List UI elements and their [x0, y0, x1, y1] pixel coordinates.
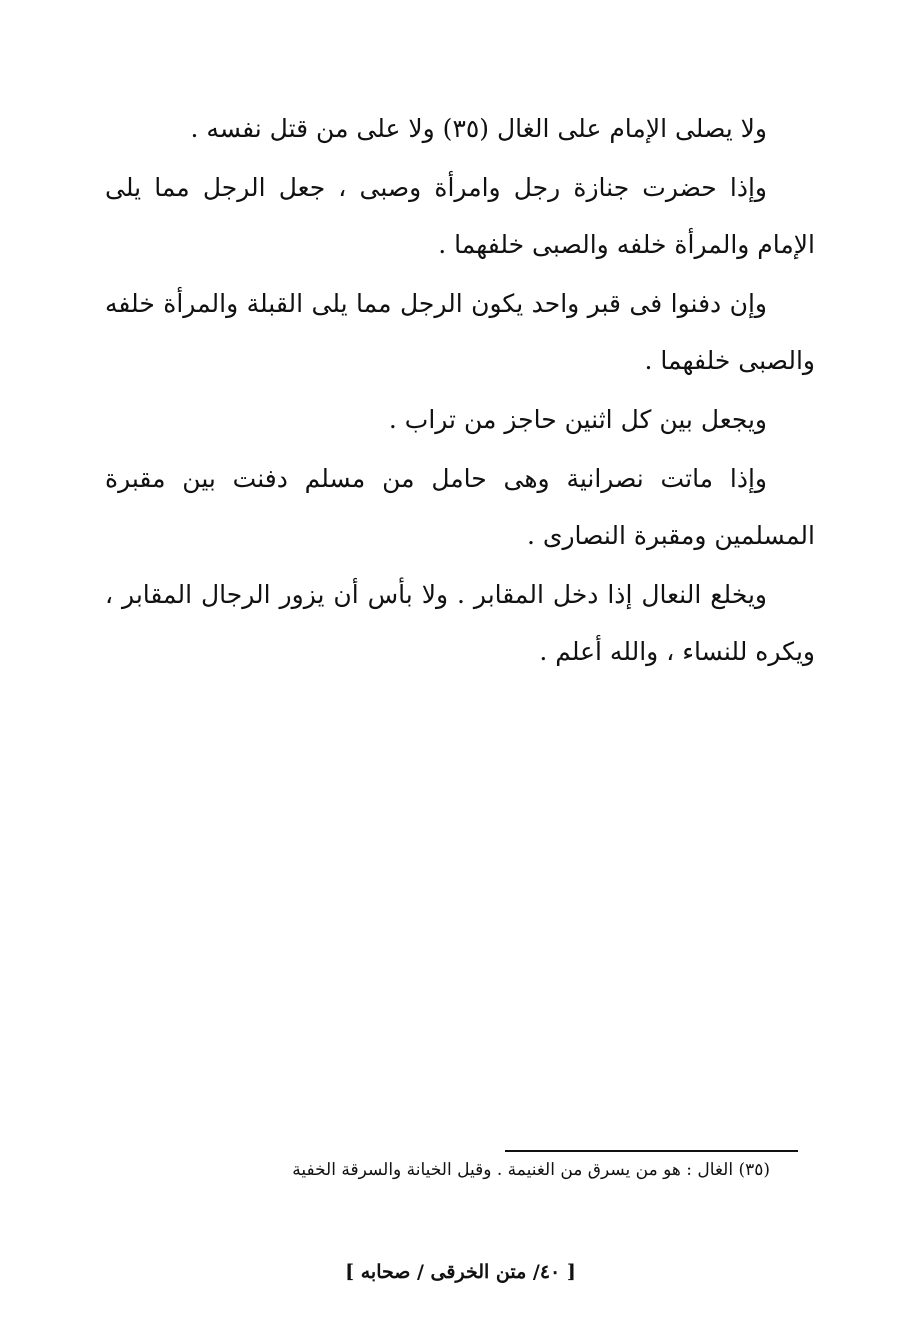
- footnote: (٣٥) الغال : هو من يسرق من الغنيمة . وقيل الخيانة والسرقة الخفية: [292, 1160, 770, 1180]
- paragraph-visiting-graves: ويخلع النعال إذا دخل المقابر . ولا بأس أن يزور الرجال المقابر ، ويكره للنساء ، والله أعلم .: [105, 580, 815, 666]
- paragraph-funeral-order: وإذا حضرت جنازة رجل وامرأة وصبى ، جعل الرجل مما يلى الإمام والمرأة خلفه والصبى خلفهما .: [105, 173, 815, 259]
- paragraph-christian-burial: وإذا ماتت نصرانية وهى حامل من مسلم دفنت بين مقبرة المسلمين ومقبرة النصارى .: [105, 464, 815, 550]
- paragraph-earth-barrier: ويجعل بين كل اثنين حاجز من تراب .: [388, 405, 767, 434]
- page-footer: [ ٤٠/ متن الخرقى / صحابه ]: [345, 1261, 576, 1283]
- main-text: [105, 100, 815, 682]
- footnote-divider: [505, 1150, 798, 1152]
- paragraph-shared-grave: وإن دفنوا فى قبر واحد يكون الرجل مما يلى القبلة والمرأة خلفه والصبى خلفهما .: [105, 289, 815, 375]
- paragraph-prayer-on-ghal: ولا يصلى الإمام على الغال (٣٥) ولا على من قتل نفسه .: [190, 114, 767, 143]
